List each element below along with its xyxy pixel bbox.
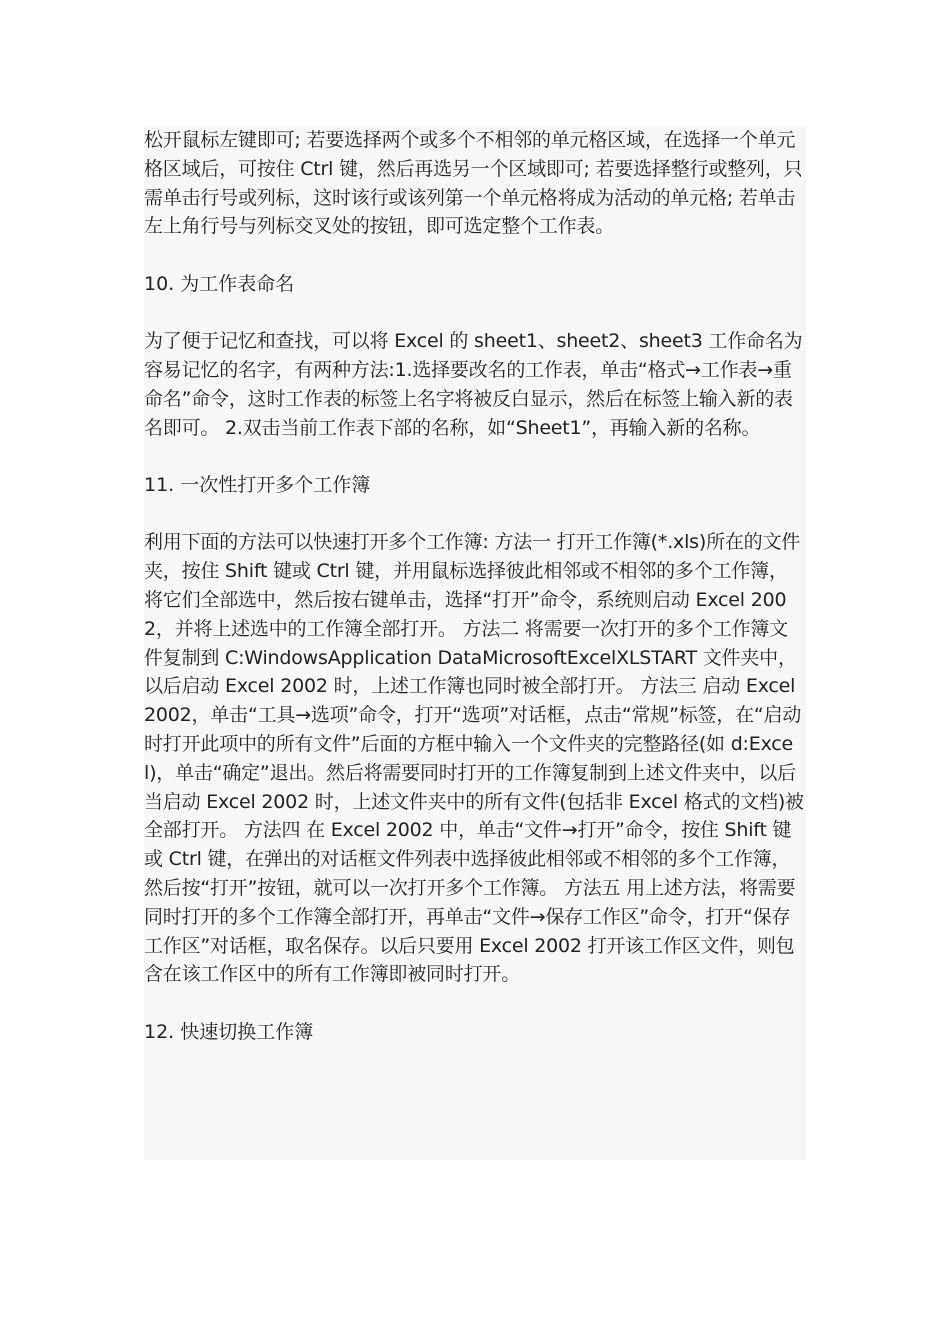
spacer	[144, 500, 804, 529]
document-body	[144, 126, 806, 1160]
heading-open-multiple-workbooks: 11. 一次性打开多个工作簿	[144, 473, 371, 496]
heading-rename-worksheet: 10. 为工作表命名	[144, 272, 295, 295]
spacer	[144, 989, 804, 1018]
paragraph-open-multiple-workbooks: 利用下面的方法可以快速打开多个工作簿: 方法一 打开工作簿(*.xls)所在的文件夹，按住 Shift 键或 Ctrl 键，并用鼠标选择彼此相邻或不相邻的多个工作簿，将它们全部选中，然后按右键单击，选择“打开”命令，系统则启动 Excel 2002，并将上述选中的工作簿全部打开。 方法二 将需要一次打开的多个工作簿文件复制到 C:WindowsApplication DataMicrosoftExcelXLSTART 文件夹中，以后启动 Excel 2002 时，上述工作簿也同时被全部打开。 方法三 启动 Excel 2002，单击“工具→选项”命令，打开“选项”对话框，点击“常规”标签，在“启动时打开此项中的所有文件”后面的方框中输入一个文件夹的完整路径(如 d:Excel)，单击“确定”退出。然后将需要同时打开的工作簿复制到上述文件夹中，以后当启动 Excel 2002 时，上述文件夹中的所有文件(包括非 Excel 格式的文档)被全部打开。 方法四 在 Excel 2002 中，单击“文件→打开”命令，按住 Shift 键或 Ctrl 键，在弹出的对话框文件列表中选择彼此相邻或不相邻的多个工作簿，然后按“打开”按钮，就可以一次打开多个工作簿。 方法五 用上述方法，将需要同时打开的多个工作簿全部打开，再单击“文件→保存工作区”命令，打开“保存工作区”对话框，取名保存。以后只要用 Excel 2002 打开该工作区文件，则包含在该工作区中的所有工作簿即被同时打开。	[144, 531, 804, 986]
paragraph-rename-worksheet: 为了便于记忆和查找，可以将 Excel 的 sheet1、sheet2、sheet3 工作命名为容易记忆的名字，有两种方法:1.选择要改名的工作表，单击“格式→工作表→重命名”命令，这时工作表的标签上名字将被反白显示，然后在标签上输入新的表名即可。 2.双击当前工作表下部的名称，如“Sheet1”，再输入新的名称。	[144, 330, 803, 439]
spacer	[144, 442, 804, 471]
heading-switch-workbooks: 12. 快速切换工作簿	[144, 1020, 314, 1043]
paragraph-selection-tips: 松开鼠标左键即可; 若要选择两个或多个不相邻的单元格区域，在选择一个单元格区域后，可按住 Ctrl 键，然后再选另一个区域即可; 若要选择整行或整列，只需单击行号或列标，这时该行或该列第一个单元格将成为活动的单元格; 若单击左上角行号与列标交叉处的按钮，即可选定整个工作表。	[144, 129, 803, 238]
spacer	[144, 241, 804, 270]
spacer	[144, 299, 804, 328]
